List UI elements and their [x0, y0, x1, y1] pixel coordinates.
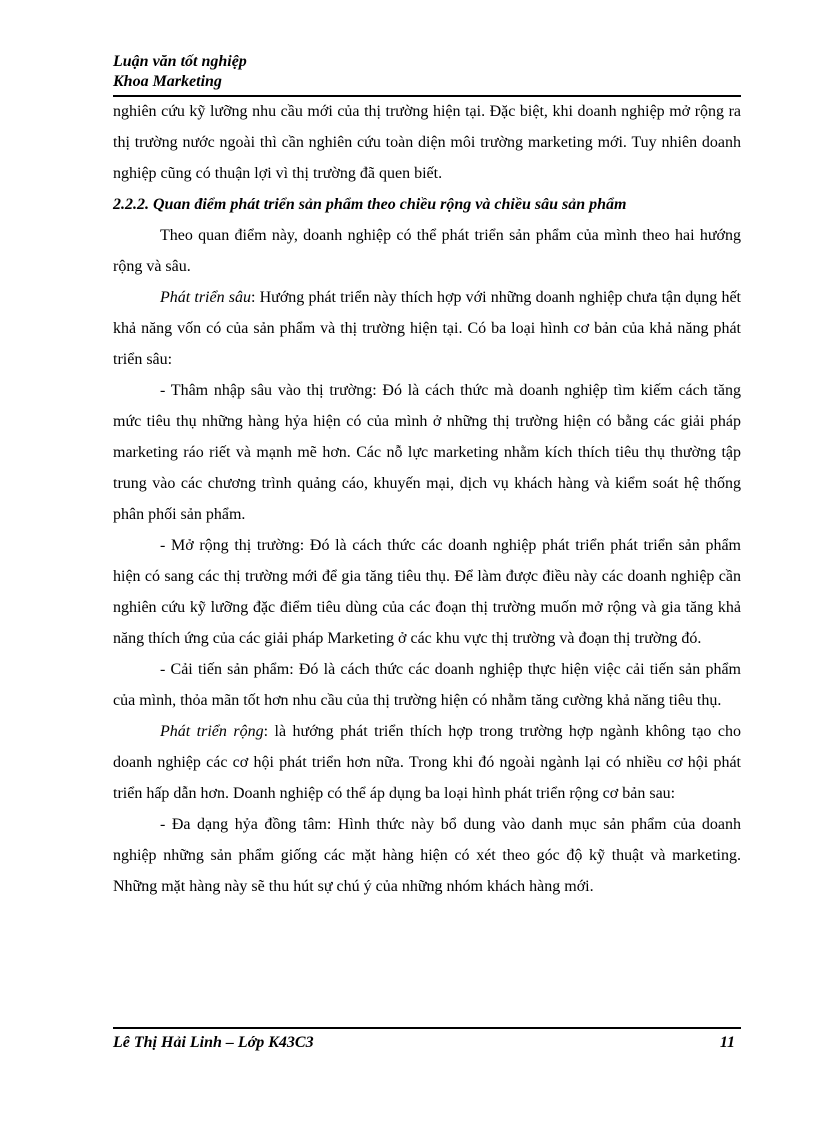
paragraph-deep-development: [113, 282, 741, 375]
paragraph-intro: Theo quan điểm này, doanh nghiệp có thể phát triển sản phẩm của mình theo hai hướng rộng và sâu.: [113, 227, 741, 275]
broad-development-text: : là hướng phát triển thích hợp trong trường hợp ngành không tạo cho doanh nghiệp các cơ hội phát triển hơn nữa. Trong khi đó ngoài ngành lại có nhiều cơ hội phát triển hấp dẫn hơn. Doanh nghiệp có thể áp dụng ba loại hình phát triển rộng cơ bản sau:: [113, 723, 741, 802]
paragraph-market-penetration: - Thâm nhập sâu vào thị trường: Đó là cách thức mà doanh nghiệp tìm kiếm cách tăng mức tiêu thụ những hàng hỷa hiện có của mình ở những thị trường hiện có bằng các giải pháp marketing ráo riết và mạnh mẽ hơn. Các nỗ lực marketing nhằm kích thích tiêu thụ thường tập trung vào các chương trình quảng cáo, khuyến mại, dịch vụ khách hàng và kiểm soát hệ thống phân phối sản phẩm.: [113, 382, 741, 523]
paragraph-product-improvement: - Cải tiến sản phẩm: Đó là cách thức các doanh nghiệp thực hiện việc cải tiến sản phẩm của mình, thỏa mãn tốt hơn nhu cầu của thị trường hiện có nhằm tăng cường khả năng tiêu thụ.: [113, 661, 741, 709]
term-broad-development: Phát triển rộng: [160, 723, 264, 740]
paragraph-continuation: nghiên cứu kỹ lưỡng nhu cầu mới của thị trường hiện tại. Đặc biệt, khi doanh nghiệp mở rộng ra thị trường nước ngoài thì cần nghiên cứu toàn diện môi trường marketing mới. Tuy nhiên doanh nghiệp cũng có thuận lợi vì thị trường đã quen biết.: [113, 103, 741, 182]
header-thesis-title: Luận văn tốt nghiệp: [113, 53, 247, 70]
deep-development-text: : Hướng phát triển này thích hợp với những doanh nghiệp chưa tận dụng hết khả năng vốn có của sản phẩm và thị trường hiện tại. Có ba loại hình cơ bản của khả năng phát triển sâu:: [113, 289, 742, 368]
page-number: 11: [719, 1034, 735, 1051]
page-footer: [113, 1033, 741, 1053]
document-body: [113, 96, 741, 902]
page-header: [113, 52, 741, 92]
header-faculty: Khoa Marketing: [113, 73, 222, 90]
paragraph-market-expansion: - Mở rộng thị trường: Đó là cách thức các doanh nghiệp phát triển phát triển sản phẩm hiện có sang các thị trường mới để gia tăng tiêu thụ. Để làm được điều này các doanh nghiệp cần nghiên cứu kỹ lưỡng đặc điểm tiêu dùng của các đoạn thị trường muốn mở rộng và gia tăng khả năng thích ứng của các giải pháp Marketing ở các khu vực thị trường và đoạn thị trường đó.: [113, 537, 741, 647]
footer-author: Lê Thị Hải Linh – Lớp K43C3: [113, 1034, 314, 1051]
term-deep-development: Phát triển sâu: [160, 289, 251, 306]
paragraph-concentric-diversification: - Đa dạng hỷa đồng tâm: Hình thức này bổ dung vào danh mục sản phẩm của doanh nghiệp những sản phẩm giống các mặt hàng hiện có xét theo góc độ kỹ thuật và marketing. Những mặt hàng này sẽ thu hút sự chú ý của những nhóm khách hàng mới.: [113, 816, 741, 895]
footer-divider: [113, 1027, 741, 1029]
paragraph-broad-development: [113, 716, 741, 809]
section-heading: 2.2.2. Quan điểm phát triển sản phẩm theo chiều rộng và chiều sâu sản phẩm: [113, 196, 627, 213]
